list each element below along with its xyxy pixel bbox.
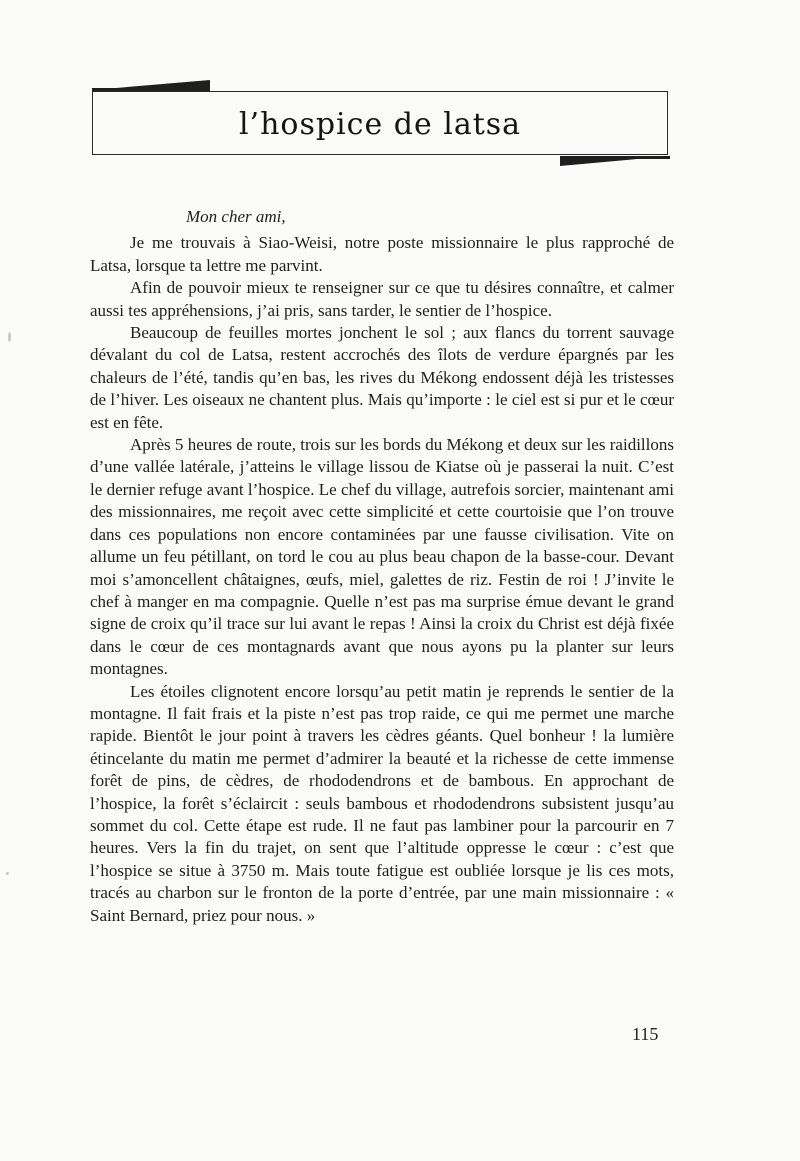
paragraph: Les étoiles clignotent encore lorsqu’au petit matin je reprends le sentier de la montagne. Il fait frais et la piste n’est pas trop raide, ce qui me permet une marche rapide. Bientôt le jour point à travers les cèdres géants. Quel bonheur ! la lumière étincelante du matin me permet d’admirer la beauté et la richesse de cette immense forêt de pins, de cèdres, de rhododendrons et de bambous. En approchant de l’hospice, la forêt s’éclaircit : seuls bambous et rhododendrons subsistent jusqu’au sommet du col. Cette étape est rude. Il ne faut pas lambiner pour la parcourir en 7 heures. Vers la fin du trajet, on sent que l’altitude oppresse le cœur : c’est que l’hospice se situe à 3750 m. Mais toute fatigue est oubliée lorsque je lis ces mots, tracés au charbon sur le fronton de la porte d’entrée, par une main missionnaire : « Saint Bernard, priez pour nous. »: [90, 681, 674, 925]
title-frame: [92, 91, 668, 155]
page-number: 115: [632, 1024, 659, 1044]
salutation: Mon cher ami,: [186, 207, 286, 226]
paper-speck: [8, 332, 11, 342]
paper-speck: [6, 872, 9, 875]
paragraph: Afin de pouvoir mieux te renseigner sur ce que tu désires connaître, et calmer aussi tes appréhensions, j’ai pris, sans tarder, le sentier de l’hospice.: [90, 278, 674, 320]
title-frame-bottom-accent: [560, 156, 670, 166]
paragraph: Beaucoup de feuilles mortes jonchent le sol ; aux flancs du torrent sauvage dévalant du col de Latsa, restent accrochés des îlots de verdure épargnés par les chaleurs de l’été, tandis qu’en bas, les rives du Mékong endossent déjà les tristesses de l’hiver. Les oiseaux ne chantent plus. Mais qu’importe : le ciel est si pur et le cœur est en fête.: [90, 323, 674, 432]
paragraph: Je me trouvais à Siao-Weisi, notre poste missionnaire le plus rapproché de Latsa, lorsque ta lettre me parvint.: [90, 233, 674, 275]
letter-body: [90, 206, 674, 927]
chapter-title: l’hospice de latsa: [238, 106, 522, 142]
paragraph: Après 5 heures de route, trois sur les bords du Mékong et deux sur les raidillons d’une vallée latérale, j’atteins le village lissou de Kiatse où je passerai la nuit. C’est le dernier refuge avant l’hospice. Le chef du village, autrefois sorcier, maintenant ami des missionnaires, me reçoit avec cette simplicité et cette courtoisie que l’on trouve dans ces populations non encore contaminées par une fausse civilisation. Vite on allume un feu pétillant, on tord le cou au plus beau chapon de la basse-cour. Devant moi s’amoncellent châtaignes, œufs, miel, galettes de riz. Festin de roi ! J’invite le chef à manger en ma compagnie. Quelle n’est pas ma surprise émue devant le grand signe de croix qu’il trace sur lui avant le repas ! Ainsi la croix du Christ est déjà fixée dans le cœur de ces montagnards avant que nous ayons pu la planter sur leurs montagnes.: [90, 435, 674, 679]
